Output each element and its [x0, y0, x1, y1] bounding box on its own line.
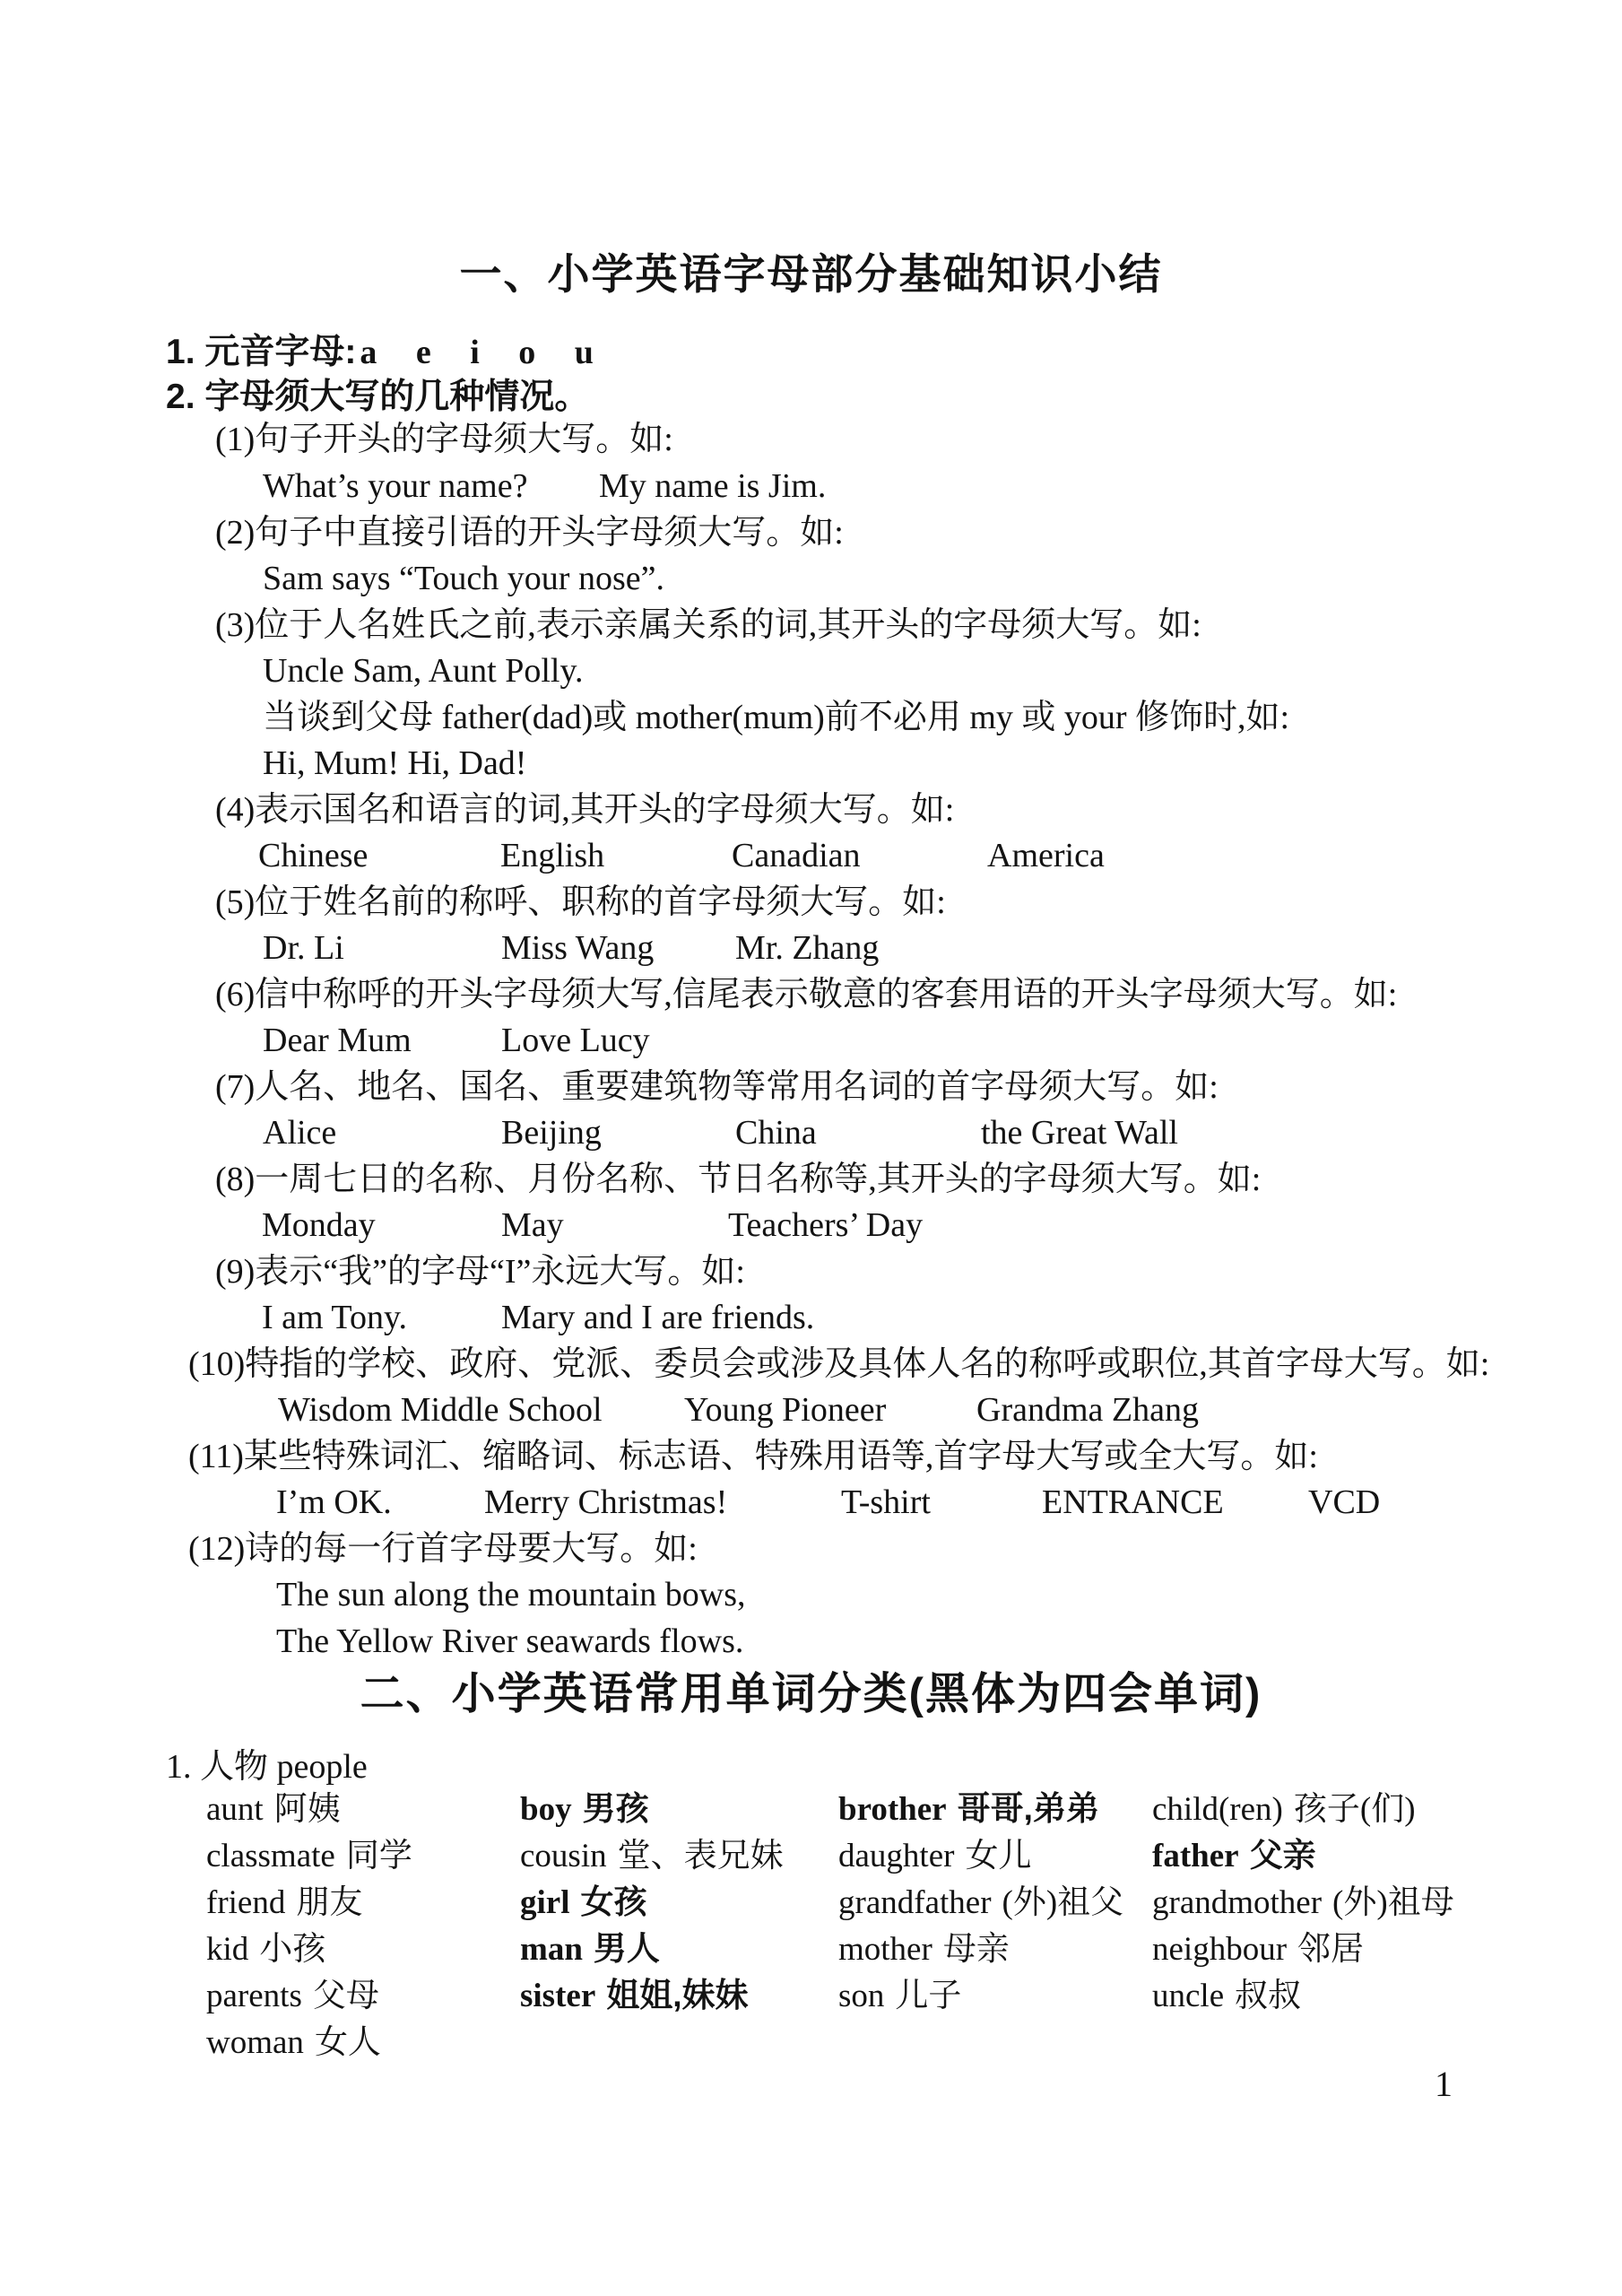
english-word: girl	[520, 1884, 570, 1921]
chinese-gloss: 孩子(们)	[1293, 1791, 1416, 1828]
word-cell	[206, 1832, 412, 1880]
chinese-gloss: 哥哥,弟弟	[957, 1790, 1099, 1827]
rule-6-head: (6)信中称呼的开头字母须大写,信尾表示敬意的客套用语的开头字母须大写。如:	[215, 976, 1398, 1013]
vowels-letters: a e i o u	[360, 334, 594, 371]
english-word: uncle	[1152, 1978, 1225, 2014]
english-word: father	[1152, 1838, 1239, 1874]
word-cell	[838, 1926, 1010, 1973]
chinese-gloss: 父亲	[1249, 1837, 1316, 1874]
word-cell	[1152, 1926, 1364, 1973]
chinese-gloss: 姐姐,妹妹	[606, 1977, 749, 2013]
word-cell	[206, 1972, 379, 2020]
example-text: Teachers’ Day	[728, 1206, 924, 1244]
english-word: classmate	[206, 1838, 335, 1874]
example-text: China	[735, 1114, 817, 1152]
example-text: America	[987, 837, 1105, 874]
chinese-gloss: 男孩	[582, 1790, 649, 1827]
word-cell	[206, 1879, 362, 1926]
rule-2-head: (2)句子中直接引语的开头字母须大写。如:	[215, 514, 844, 552]
chinese-gloss: 女人	[314, 2024, 381, 2061]
example-text: VCD	[1308, 1483, 1381, 1521]
word-cell	[1152, 1786, 1416, 1833]
word-cell	[520, 1972, 749, 2020]
example-text: I am Tony.	[262, 1299, 407, 1336]
english-word: boy	[520, 1791, 572, 1828]
example-text: Uncle Sam, Aunt Polly.	[263, 652, 584, 690]
chinese-gloss: (外)祖母	[1332, 1884, 1454, 1921]
rule-12-head: (12)诗的每一行首字母要大写。如:	[188, 1530, 698, 1568]
example-text: Grandma Zhang	[976, 1391, 1199, 1429]
rule-11-head: (11)某些特殊词汇、缩略词、标志语、特殊用语等,首字母大写或全大写。如:	[188, 1438, 1318, 1475]
example-text: T-shirt	[841, 1483, 931, 1521]
poem-line: The sun along the mountain bows,	[276, 1576, 746, 1613]
rule-1-head: (1)句子开头的字母须大写。如:	[215, 421, 673, 458]
word-cell	[1152, 1832, 1316, 1880]
example-text: Young Pioneer	[684, 1391, 887, 1429]
example-text: Beijing	[501, 1114, 602, 1152]
rule-4-head: (4)表示国名和语言的词,其开头的字母须大写。如:	[215, 791, 955, 829]
vowels-line	[166, 329, 594, 376]
word-cell	[838, 1972, 961, 2020]
chinese-gloss: 女儿	[965, 1838, 1032, 1874]
rule-10-head: (10)特指的学校、政府、党派、委员会或涉及具体人名的称呼或职位,其首字母大写。如:	[188, 1345, 1490, 1383]
english-word: grandmother	[1152, 1884, 1323, 1921]
chinese-gloss: 堂、表兄妹	[617, 1838, 784, 1874]
example-text: Alice	[263, 1114, 337, 1152]
chinese-gloss: 朋友	[296, 1884, 363, 1921]
word-cell	[520, 1832, 784, 1880]
example-text: Merry Christmas!	[484, 1483, 728, 1521]
word-cell	[520, 1786, 649, 1833]
category-people-heading: 1. 人物 people	[166, 1748, 368, 1786]
chinese-gloss: 同学	[345, 1838, 412, 1874]
english-word: mother	[838, 1931, 932, 1968]
english-word: cousin	[520, 1838, 607, 1874]
english-word: woman	[206, 2024, 304, 2061]
chinese-gloss: 女孩	[580, 1883, 647, 1920]
word-cell	[838, 1786, 1099, 1833]
example-text: Dr. Li	[263, 929, 344, 967]
word-cell	[838, 1879, 1123, 1926]
word-cell	[1152, 1972, 1301, 2020]
example-text: English	[500, 837, 605, 874]
example-text: Canadian	[732, 837, 861, 874]
example-text: Monday	[262, 1206, 376, 1244]
example-text: Dear Mum	[263, 1022, 412, 1059]
english-word: child(ren)	[1152, 1791, 1283, 1828]
poem-line: The Yellow River seawards flows.	[276, 1622, 744, 1660]
example-text: Sam says “Touch your nose”.	[263, 560, 664, 597]
example-text: Mary and I are friends.	[501, 1299, 815, 1336]
chinese-gloss: (外)祖父	[1002, 1884, 1124, 1921]
chinese-gloss: 男人	[593, 1930, 660, 1967]
page-number: 1	[1435, 2064, 1453, 2104]
rule-7-head: (7)人名、地名、国名、重要建筑物等常用名词的首字母须大写。如:	[215, 1068, 1219, 1106]
chinese-gloss: 小孩	[259, 1931, 326, 1968]
rule-9-head: (9)表示“我”的字母“I”永远大写。如:	[215, 1253, 745, 1291]
english-word: parents	[206, 1978, 302, 2014]
example-text: Miss Wang	[501, 929, 655, 967]
word-cell	[838, 1832, 1031, 1880]
example-text: ENTRANCE	[1042, 1483, 1224, 1521]
example-text: Wisdom Middle School	[278, 1391, 603, 1429]
chinese-gloss: 邻居	[1297, 1931, 1365, 1968]
example-text: May	[501, 1206, 564, 1244]
english-word: son	[838, 1978, 885, 2014]
chinese-gloss: 父母	[312, 1978, 379, 2014]
english-word: kid	[206, 1931, 249, 1968]
word-cell	[206, 2019, 381, 2066]
rule-3-note: 当谈到父母 father(dad)或 mother(mum)前不必用 my 或 your 修饰时,如:	[263, 699, 1290, 736]
english-word: sister	[520, 1978, 596, 2014]
english-word: man	[520, 1931, 583, 1968]
word-cell	[520, 1926, 660, 1973]
english-word: neighbour	[1152, 1931, 1288, 1968]
chinese-gloss: 叔叔	[1235, 1978, 1302, 2014]
example-text: My name is Jim.	[599, 467, 827, 505]
example-text: I’m OK.	[276, 1483, 392, 1521]
rule-5-head: (5)位于姓名前的称呼、职称的首字母须大写。如:	[215, 883, 946, 921]
example-text: Chinese	[258, 837, 369, 874]
english-word: aunt	[206, 1791, 264, 1828]
rule-3-head: (3)位于人名姓氏之前,表示亲属关系的词,其开头的字母须大写。如:	[215, 606, 1201, 644]
english-word: grandfather	[838, 1884, 992, 1921]
chinese-gloss: 母亲	[942, 1931, 1010, 1968]
word-cell	[206, 1926, 325, 1973]
word-cell	[520, 1879, 646, 1926]
section2-title: 二、小学英语常用单词分类(黑体为四会单词)	[360, 1670, 1262, 1718]
chinese-gloss: 儿子	[895, 1978, 962, 2014]
english-word: brother	[838, 1791, 947, 1828]
capitalization-heading: 2. 字母须大写的几种情况。	[166, 378, 590, 416]
chinese-gloss: 阿姨	[273, 1791, 341, 1828]
example-text: Love Lucy	[501, 1022, 650, 1059]
word-cell	[206, 1786, 341, 1833]
rule-8-head: (8)一周七日的名称、月份名称、节日名称等,其开头的字母须大写。如:	[215, 1161, 1262, 1198]
section1-title: 一、小学英语字母部分基础知识小结	[459, 250, 1163, 298]
english-word: friend	[206, 1884, 286, 1921]
example-text: the Great Wall	[981, 1114, 1178, 1152]
vowels-label: 1. 元音字母:	[166, 333, 357, 371]
english-word: daughter	[838, 1838, 955, 1874]
example-text: Mr. Zhang	[735, 929, 880, 967]
example-text: What’s your name?	[263, 467, 528, 505]
example-text: Hi, Mum! Hi, Dad!	[263, 744, 527, 782]
word-cell	[1152, 1879, 1454, 1926]
